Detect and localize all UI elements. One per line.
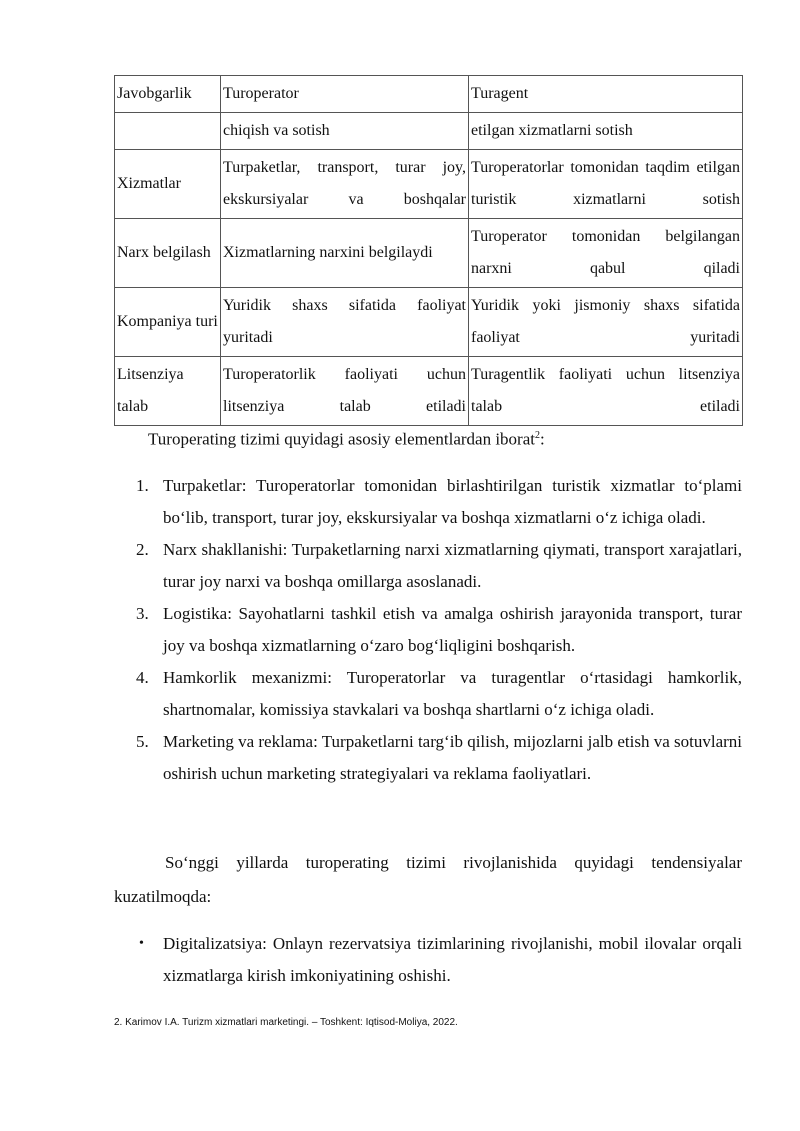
list-item — [114, 662, 742, 726]
bullet-item — [114, 928, 742, 992]
table-cell: Turagentlik faoliyati uchun litsenziya talab etiladi — [469, 357, 743, 426]
table-cell: Kompaniya turi — [115, 288, 221, 357]
table-cell: Turoperatorlik faoliyati uchun litsenziya talab etiladi — [221, 357, 469, 426]
list-item-text: Narx shakllanishi: Turpaketlarning narxi xizmatlarning qiymati, transport xarajatlari, turar joy narxi va boshqa omillarga asoslanadi. — [163, 540, 742, 591]
table-cell: Litsenziya talab — [115, 357, 221, 426]
elements-intro — [148, 422, 545, 454]
list-item — [114, 598, 742, 662]
table-cell: chiqish va sotish — [221, 113, 469, 150]
list-item-number: 1. — [136, 476, 149, 495]
list-item-text: Hamkorlik mexanizmi: Turoperatorlar va turagentlar o‘rtasidagi hamkorlik, shartnomalar, komissiya stavkalari va boshqa shartlarni o‘z ichiga oladi. — [163, 668, 742, 719]
table-cell: Xizmatlar — [115, 150, 221, 219]
list-item — [114, 534, 742, 598]
bullet-text: Digitalizatsiya: Onlayn rezervatsiya tizimlarining rivojlanishi, mobil ilovalar orqali xizmatlarga kirish imkoniyatining oshishi. — [163, 934, 742, 985]
elements-list — [114, 470, 742, 790]
list-item — [114, 726, 742, 790]
list-item-number: 5. — [136, 732, 149, 751]
table-header-cell: Turoperator — [221, 76, 469, 113]
table-cell: etilgan xizmatlarni sotish — [469, 113, 743, 150]
footnote: 2. Karimov I.A. Turizm xizmatlari marketingi. – Toshkent: Iqtisod-Moliya, 2022. — [114, 1017, 458, 1028]
table-cell: Yuridik yoki jismoniy shaxs sifatida faoliyat yuritadi — [469, 288, 743, 357]
footnote-reference[interactable]: 2 — [534, 430, 540, 441]
table-row — [115, 219, 743, 288]
intro-text: Turoperating tizimi quyidagi asosiy elementlardan iborat — [148, 429, 535, 449]
comparison-table — [114, 75, 743, 426]
table-row — [115, 288, 743, 357]
table-cell — [115, 113, 221, 150]
list-item — [114, 470, 742, 534]
list-item-number: 3. — [136, 604, 149, 623]
trends-paragraph: So‘nggi yillarda turoperating tizimi rivojlanishida quyidagi tendensiyalar kuzatilmoqda: — [114, 853, 742, 906]
list-item-text: Logistika: Sayohatlarni tashkil etish va amalga oshirish jarayonida transport, turar joy va boshqa xizmatlarning o‘zaro bog‘liqligini boshqarish. — [163, 604, 742, 655]
bullet-icon: • — [139, 936, 144, 951]
table-header-cell: Javobgarlik — [115, 76, 221, 113]
table-header-cell: Turagent — [469, 76, 743, 113]
intro-suffix: : — [539, 429, 545, 449]
table-cell: Turpaketlar, transport, turar joy, ekskursiyalar va boshqalar — [221, 150, 469, 219]
list-item-text: Turpaketlar: Turoperatorlar tomonidan birlashtirilgan turistik xizmatlar to‘plami bo‘lib, transport, turar joy, ekskursiyalar va boshqa xizmatlarni o‘z ichiga oladi. — [163, 476, 742, 527]
table-row — [115, 150, 743, 219]
table-row — [115, 357, 743, 426]
table-cell: Yuridik shaxs sifatida faoliyat yuritadi — [221, 288, 469, 357]
table-cell: Narx belgilash — [115, 219, 221, 288]
table-row — [115, 113, 743, 150]
table-cell: Xizmatlarning narxini belgilaydi — [221, 219, 469, 288]
table-header-row — [115, 76, 743, 113]
list-item-number: 2. — [136, 540, 149, 559]
trends-list — [114, 928, 742, 992]
table-cell: Turoperatorlar tomonidan taqdim etilgan turistik xizmatlarni sotish — [469, 150, 743, 219]
table-cell: Turoperator tomonidan belgilangan narxni qabul qiladi — [469, 219, 743, 288]
list-item-number: 4. — [136, 668, 149, 687]
list-item-text: Marketing va reklama: Turpaketlarni targ‘ib qilish, mijozlarni jalb etish va sotuvlarni oshirish uchun marketing strategiyalari va reklama faoliyatlari. — [163, 732, 742, 783]
